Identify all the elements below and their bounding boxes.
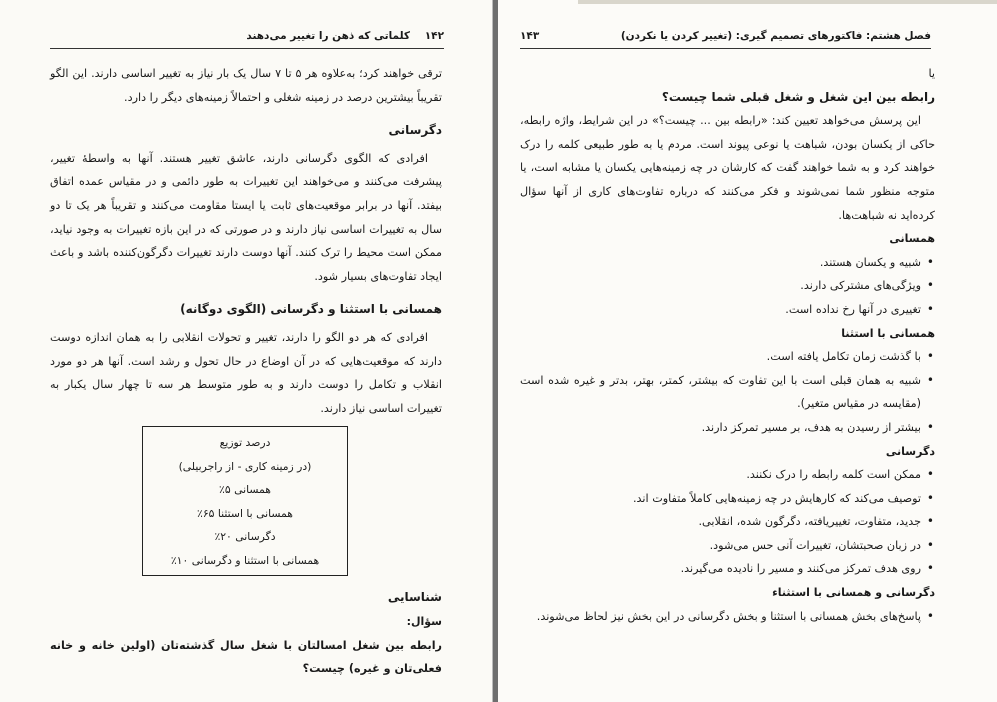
list-item: • بیشتر از رسیدن به هدف، بر مسیر تمرکز دارند. bbox=[520, 416, 921, 440]
question-heading: رابطه بین این شغل و شغل قبلی شما چیست؟ bbox=[661, 89, 935, 104]
list-item: • توصیف می‌کند که کارهایش در چه زمینه‌هایی کاملاً متفاوت اند. bbox=[520, 487, 921, 511]
bullet-list bbox=[520, 251, 935, 322]
section-heading: همسانی با استثنا و دگرسانی (الگوی دوگانه) bbox=[180, 302, 442, 317]
section-paragraph: افرادی که الگوی دگرسانی دارند، عاشق تغییر هستند. آنها به واسطهٔ تغییر، پیشرفت می‌کنند و می‌خواهند این تغییرات به طور دائمی و در مقیاس عمده اتفاق بیفتد. آنها در برابر موقعیت‌های ثابت یا ایستا مقاومت می‌کنند و تقریباً هر یک تا دو سال به تغییرات اساسی نیاز دارند و در صورتی که در این بازه تغییرات به وجود نیاید، ممکن است محیط را ترک کنند. آنها دوست دارند تغییرات دگرگون‌کننده باشد و باعث ایجاد تفاوت‌های بسیار شود. bbox=[50, 151, 442, 283]
list-item: • ویژگی‌های مشترکی دارند. bbox=[520, 274, 921, 298]
scan-shadow bbox=[578, 0, 997, 4]
list-item: • جدید، متفاوت، تغییریافته، دگرگون شده، انقلابی. bbox=[520, 510, 921, 534]
bullet-list bbox=[520, 605, 935, 629]
section-heading: دگرسانی bbox=[388, 123, 442, 138]
list-item: • ممکن است کلمه رابطه را درک نکنند. bbox=[520, 463, 921, 487]
bullet-list bbox=[520, 345, 935, 439]
question-text: رابطه بین شغل امسالتان با شغل سال گذشته‌تان (اولین خانه و خانه فعلی‌تان و غیره) چیست؟ bbox=[50, 638, 442, 676]
bullet-list bbox=[520, 463, 935, 581]
section-paragraph: افرادی که هر دو الگو را دارند، تغییر و تحولات انقلابی را به همان اندازه دوست دارند که موقعیت‌هایی که در آن اوضاع در حال تحول و رشد است. آنها هر دو مورد انقلاب و تکامل را دوست دارند و به طور متوسط هر سه تا چهار سال یکبار به تغییرات اساسی نیاز دارند. bbox=[50, 330, 442, 415]
list-item: • در زبان صحبتشان، تغییرات آنی حس می‌شود. bbox=[520, 534, 921, 558]
page-number: ۱۴۲ bbox=[424, 30, 444, 42]
distribution-box bbox=[142, 426, 348, 576]
list-item: • تغییری در آنها رخ نداده است. bbox=[520, 298, 921, 322]
box-row: دگرسانی ۲۰٪ bbox=[214, 530, 276, 544]
list-item: • روی هدف تمرکز می‌کنند و مسیر را نادیده می‌گیرند. bbox=[520, 557, 921, 581]
right-page bbox=[498, 0, 997, 702]
list-item: • شبیه و یکسان هستند. bbox=[520, 251, 921, 275]
right-page-content bbox=[520, 62, 935, 628]
group-heading: همسانی با استثنا bbox=[841, 326, 935, 340]
list-item: • شبیه به همان قبلی است با این تفاوت که بیشتر، کمتر، بهتر، بدتر و غیره شده است (مقایسه در مقیاس متغیر). bbox=[520, 369, 921, 416]
list-item: • پاسخ‌های بخش همسانی با استثنا و بخش دگرسانی در این بخش نیز لحاظ می‌شوند. bbox=[520, 605, 921, 629]
group-heading: همسانی bbox=[889, 232, 935, 246]
explanation-paragraph: این پرسش می‌خواهد تعیین کند: «رابطه بین ... چیست؟» در این شرایط، واژه رابطه، حاکی از یکسان بودن، شباهت یا نوعی پیوند است. مردم یا به طور طبیعی کلمه را درک خواهند کرد و به شما خواهند گفت که کارشان در چه زمینه‌هایی یکسان یا مشابه است، یا متوجه منظور شما نمی‌شوند و فکر می‌کنند که درباره تفاوت‌های کاری از آنها سؤال کرده‌اید نه شباهت‌ها. bbox=[520, 114, 935, 222]
lead-word: یا bbox=[928, 67, 935, 80]
left-page bbox=[0, 0, 493, 702]
box-subtitle: (در زمینه کاری - از راجربیلی) bbox=[178, 459, 312, 473]
group-heading: دگرسانی و همسانی با استثناء bbox=[772, 586, 935, 600]
section-heading: شناسایی bbox=[387, 590, 442, 605]
question-label: سؤال: bbox=[406, 614, 442, 628]
running-title: کلماتی که ذهن را تغییر می‌دهند bbox=[246, 30, 410, 42]
box-row: همسانی ۵٪ bbox=[219, 483, 271, 497]
box-row: همسانی با استثنا و دگرسانی ۱۰٪ bbox=[170, 553, 320, 567]
left-page-content bbox=[50, 62, 442, 681]
box-title: درصد توزیع bbox=[219, 436, 271, 450]
header-rule bbox=[50, 48, 444, 49]
page-number: ۱۴۳ bbox=[520, 30, 540, 42]
header-rule bbox=[520, 48, 931, 49]
group-heading: دگرسانی bbox=[885, 444, 935, 458]
running-title: فصل هشتم: فاکتورهای تصمیم گیری: (تغییر کردن یا نکردن) bbox=[620, 30, 931, 42]
intro-paragraph: ترقی خواهند کرد؛ به‌علاوه هر ۵ تا ۷ سال یک بار نیاز به تغییر اساسی دارند. این الگو تقریباً بیشترین درصد در زمینه شغلی و احتمالاً زمینه‌های دیگر را دارد. bbox=[50, 67, 443, 104]
list-item: • با گذشت زمان تکامل یافته است. bbox=[520, 345, 921, 369]
box-row: همسانی با استثنا ۶۵٪ bbox=[197, 506, 293, 520]
